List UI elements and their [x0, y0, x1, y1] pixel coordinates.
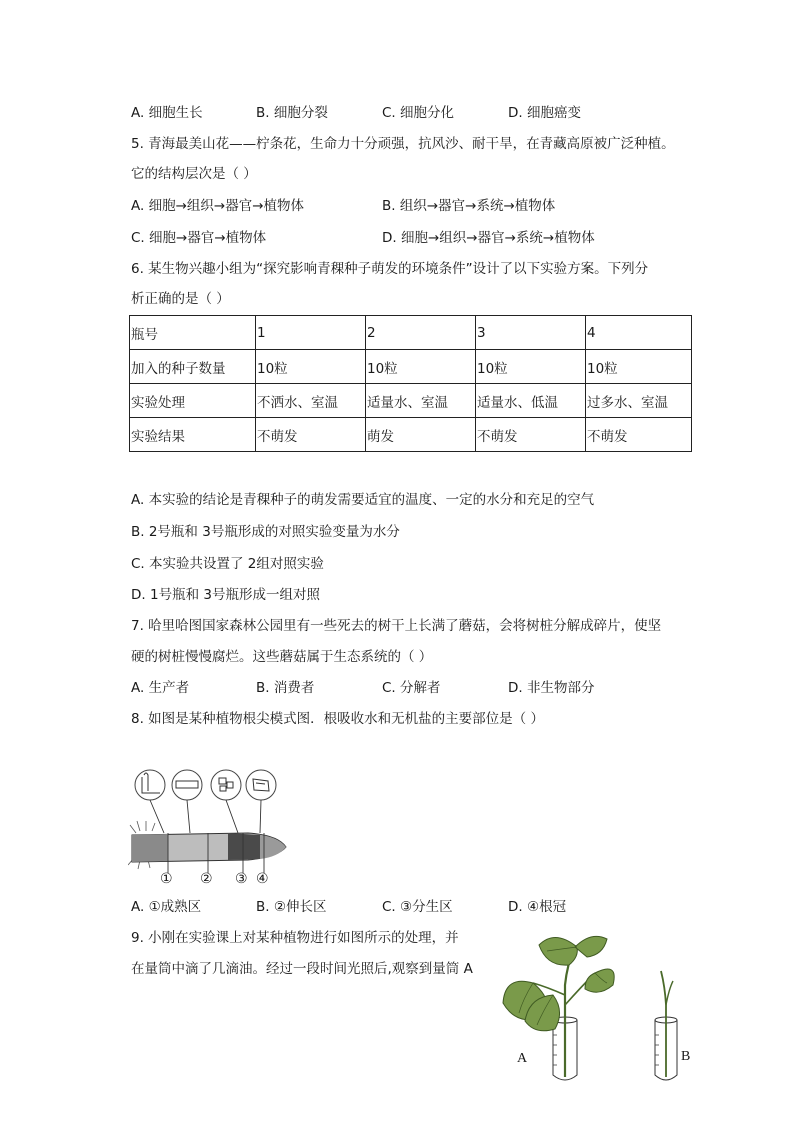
table-cell: 加入的种子数量 [130, 350, 256, 384]
q6-stem-line2: 析正确的是（ ） [131, 291, 230, 307]
q8-option-a: A. ①成熟区 [131, 899, 202, 915]
table-cell: 3 [476, 316, 586, 350]
q7-stem-line2: 硬的树桩慢慢腐烂。这些蘑菇属于生态系统的（ ） [131, 649, 433, 665]
figure-label-3: ③ [235, 871, 248, 887]
table-row [130, 418, 692, 452]
q6-stem-line1: 6. 某生物兴趣小组为“探究影响青稞种子萌发的环境条件”设计了以下实验方案。下列分 [131, 261, 649, 277]
table-cell: 适量水、低温 [476, 384, 586, 418]
figure-label-2: ② [200, 871, 213, 887]
root-tip-figure [128, 763, 288, 893]
q9-stem-line1: 9. 小刚在实验课上对某种植物进行如图所示的处理，并 [131, 930, 459, 946]
table-cell: 适量水、室温 [366, 384, 476, 418]
table-cell: 4 [586, 316, 692, 350]
q7-option-a: A. 生产者 [131, 680, 190, 696]
table-cell: 不萌发 [256, 418, 366, 452]
q8-stem-line1: 8. 如图是某种植物根尖模式图．根吸收水和无机盐的主要部位是（ ） [131, 711, 544, 727]
cylinder-b-label: B [681, 1049, 691, 1064]
table-cell: 过多水、室温 [586, 384, 692, 418]
table-cell: 10粒 [256, 350, 366, 384]
table-cell: 瓶号 [130, 316, 256, 350]
table-cell: 10粒 [476, 350, 586, 384]
table-cell: 1 [256, 316, 366, 350]
table-cell: 实验处理 [130, 384, 256, 418]
table-cell: 实验结果 [130, 418, 256, 452]
q5-option-c: C. 细胞→器官→植物体 [131, 230, 267, 246]
q5-stem-line1: 5. 青海最美山花——柠条花，生命力十分顽强，抗风沙、耐干旱，在青藏高原被广泛种植。 [131, 136, 675, 152]
q9-stem-line2: 在量筒中滴了几滴油。经过一段时间光照后,观察到量筒 A [131, 961, 473, 977]
q8-option-d: D. ④根冠 [508, 899, 567, 915]
table-row [130, 350, 692, 384]
table-row [130, 316, 692, 350]
q5-option-b: B. 组织→器官→系统→植物体 [382, 198, 556, 214]
q5-stem-line2: 它的结构层次是（ ） [131, 166, 257, 182]
q6-option-c: C. 本实验共设置了 2组对照实验 [131, 556, 324, 572]
q7-stem-line1: 7. 哈里哈图国家森林公园里有一些死去的树干上长满了蘑菇，会将树桩分解成碎片，使坚 [131, 618, 662, 634]
figure-label-4: ④ [256, 871, 269, 887]
q4-option-d: D. 细胞癌变 [508, 105, 581, 121]
table-cell: 萌发 [366, 418, 476, 452]
q4-option-c: C. 细胞分化 [382, 105, 455, 121]
table-cell: 10粒 [366, 350, 476, 384]
table-row [130, 384, 692, 418]
q4-option-b: B. 细胞分裂 [256, 105, 328, 121]
cylinder-a-label: A [517, 1051, 528, 1066]
experiment-table [129, 315, 692, 452]
q6-option-d: D. 1号瓶和 3号瓶形成一组对照 [131, 587, 320, 603]
figure-label-1: ① [160, 871, 173, 887]
q6-option-a: A. 本实验的结论是青稞种子的萌发需要适宜的温度、一定的水分和充足的空气 [131, 492, 595, 508]
q5-option-a: A. 细胞→组织→器官→植物体 [131, 198, 305, 214]
table-cell: 不萌发 [586, 418, 692, 452]
table-cell: 10粒 [586, 350, 692, 384]
q6-option-b: B. 2号瓶和 3号瓶形成的对照实验变量为水分 [131, 524, 400, 540]
q7-option-b: B. 消费者 [256, 680, 315, 696]
q5-option-d: D. 细胞→组织→器官→系统→植物体 [382, 230, 595, 246]
q8-option-c: C. ③分生区 [382, 899, 453, 915]
q4-option-a: A. 细胞生长 [131, 105, 203, 121]
table-cell: 2 [366, 316, 476, 350]
table-cell: 不萌发 [476, 418, 586, 452]
q7-option-c: C. 分解者 [382, 680, 441, 696]
plant-cylinder-figure [495, 925, 705, 1095]
q8-option-b: B. ②伸长区 [256, 899, 327, 915]
table-cell: 不洒水、室温 [256, 384, 366, 418]
q7-option-d: D. 非生物部分 [508, 680, 595, 696]
